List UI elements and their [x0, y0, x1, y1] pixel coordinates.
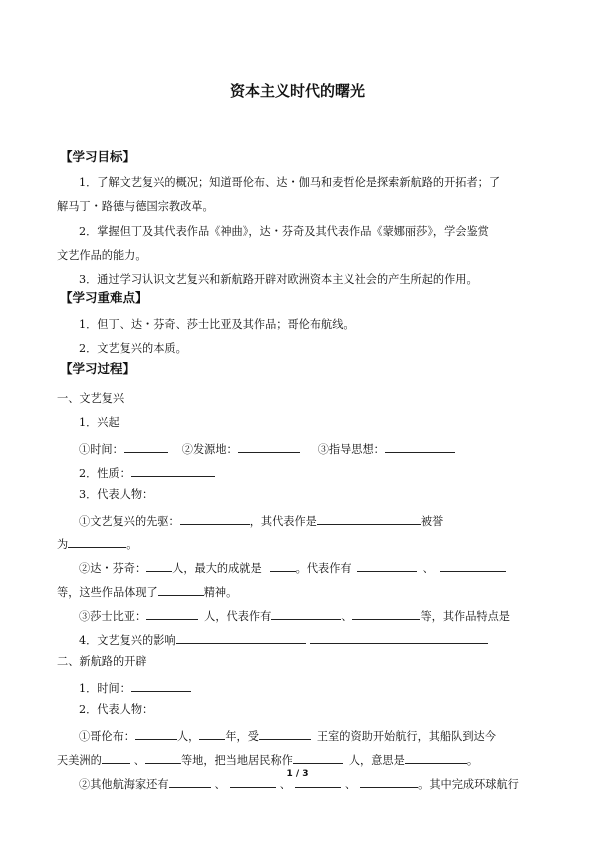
dante-text-3: 为 [57, 538, 69, 551]
label-idea: ③指导思想： [317, 443, 385, 456]
blank-columbus-origin[interactable] [135, 727, 177, 740]
davinci-label: ②达・芬奇： [79, 562, 147, 575]
dante-text-2: 被誉 [420, 515, 444, 528]
item-rise: 1．兴起 [79, 416, 120, 429]
goal-1-line-2: 解马丁・路德与德国宗教改革。 [57, 200, 214, 213]
shakespeare-text-2: 、 [341, 610, 353, 623]
nature-line [79, 464, 215, 481]
blank-columbus-sponsor[interactable] [259, 727, 311, 740]
label-origin: ②发源地： [181, 443, 238, 456]
blank-meaning[interactable] [405, 751, 467, 764]
shakespeare-label: ③莎士比亚： [79, 610, 147, 623]
blank-shakespeare-work-2[interactable] [352, 607, 420, 620]
blank-navigator-1[interactable] [169, 775, 211, 788]
part-2-heading: 二、新航路的开辟 [57, 655, 147, 668]
columbus-text-2: 年，受 [225, 730, 259, 743]
blank-navigator-3[interactable] [295, 775, 341, 788]
blank-nature[interactable] [131, 464, 215, 477]
dante-line-2 [57, 535, 137, 552]
columbus-text-3: 王室的资助开始航行，其船队到达今 [316, 730, 496, 743]
goal-3: 3．通过学习认识文艺复兴和新航路开辟对欧洲资本主义社会的产生所起的作用。 [79, 273, 478, 286]
blank-davinci-origin[interactable] [146, 559, 172, 572]
columbus-label: ①哥伦布： [79, 730, 135, 743]
columbus-text-1: 人， [176, 730, 200, 743]
dante-line [79, 512, 443, 529]
others-text-end: 。其中完成环球航行 [418, 778, 519, 791]
section-heading-keypoints: 【学习重难点】 [60, 290, 148, 305]
part-1-heading: 一、文艺复兴 [57, 392, 125, 405]
shakespeare-text-3: 等，其作品特点是 [420, 610, 510, 623]
blank-dante-title[interactable] [68, 535, 126, 548]
blank-dante-work[interactable] [317, 512, 421, 525]
goal-1-line-1: 1．了解文艺复兴的概况；知道哥伦布、达・伽马和麦哲伦是探索新航路的开拓者；了 [79, 176, 501, 189]
davinci-line [79, 559, 506, 576]
voyage-time-line [79, 679, 191, 696]
blank-davinci-work-2[interactable] [440, 559, 506, 572]
label-nature: 2．性质： [79, 467, 131, 480]
dante-text-4: 。 [126, 538, 138, 551]
blank-place-2[interactable] [145, 751, 181, 764]
others-sep-2: 、 [279, 778, 291, 791]
davinci-text-4: 等，这些作品体现了 [57, 586, 158, 599]
other-navigators-row [79, 775, 519, 792]
page-title: 资本主义时代的曙光 [229, 82, 365, 100]
columbus-text-8: 。 [466, 754, 479, 767]
others-label: ②其他航海家还有 [79, 778, 169, 791]
voyage-time-label: 1．时间： [79, 682, 131, 695]
item-representatives: 3．代表人物： [79, 488, 154, 501]
blank-voyage-time[interactable] [131, 679, 191, 692]
section-heading-goals: 【学习目标】 [60, 149, 136, 164]
blank-columbus-year[interactable] [199, 727, 225, 740]
blank-shakespeare-work-1[interactable] [271, 607, 341, 620]
rise-details-line [79, 440, 455, 457]
others-sep-3: 、 [344, 778, 357, 791]
blank-pioneer[interactable] [180, 512, 250, 525]
section-heading-process: 【学习过程】 [60, 361, 136, 376]
item-voyage-representatives: 2．代表人物： [79, 703, 154, 716]
blank-influence-2[interactable] [310, 631, 488, 644]
columbus-line [79, 727, 496, 744]
others-sep-1: 、 [214, 778, 226, 791]
blank-shakespeare-origin[interactable] [146, 607, 198, 620]
columbus-text-6: 等地，把当地居民称作 [180, 754, 293, 767]
blank-origin[interactable] [238, 440, 300, 453]
shakespeare-text-1: 人，代表作有 [204, 610, 272, 623]
influence-line [79, 631, 488, 648]
blank-davinci-work-1[interactable] [357, 559, 417, 572]
columbus-line-2 [57, 751, 478, 768]
blank-idea[interactable] [385, 440, 455, 453]
davinci-text-3: 、 [422, 562, 434, 575]
influence-label: 4．文艺复兴的影响 [79, 634, 176, 647]
blank-time[interactable] [124, 440, 168, 453]
davinci-text-2: 。代表作有 [295, 562, 352, 575]
blank-spirit[interactable] [158, 583, 204, 596]
blank-resident-name[interactable] [293, 751, 343, 764]
blank-navigator-4[interactable] [360, 775, 418, 788]
keypoint-2: 2．文艺复兴的本质。 [79, 342, 187, 355]
dante-label: ①文艺复兴的先驱： [79, 515, 180, 528]
blank-influence-1[interactable] [176, 631, 306, 644]
blank-davinci-achievement[interactable] [270, 559, 296, 572]
columbus-text-4: 天美洲的 [57, 754, 102, 767]
goal-2-line-1: 2．掌握但丁及其代表作品《神曲》，达・芬奇及其代表作品《蒙娜丽莎》，学会鉴赏 [79, 225, 489, 238]
dante-text-1: ，其代表作是 [249, 515, 317, 528]
shakespeare-line [79, 607, 510, 624]
page-number: 1 / 3 [286, 769, 309, 779]
columbus-text-5: 、 [133, 754, 145, 767]
davinci-text-5: 精神。 [203, 586, 238, 599]
keypoint-1: 1．但丁、达・芬奇、莎士比亚及其作品；哥伦布航线。 [79, 318, 355, 331]
columbus-text-7: 人，意思是 [348, 754, 405, 767]
label-time: ①时间： [79, 443, 124, 456]
davinci-line-2 [57, 583, 237, 600]
blank-navigator-2[interactable] [230, 775, 276, 788]
davinci-text-1: 人，最大的成就是 [172, 562, 262, 575]
blank-place-1[interactable] [102, 751, 130, 764]
goal-2-line-2: 文艺作品的能力。 [57, 249, 147, 262]
